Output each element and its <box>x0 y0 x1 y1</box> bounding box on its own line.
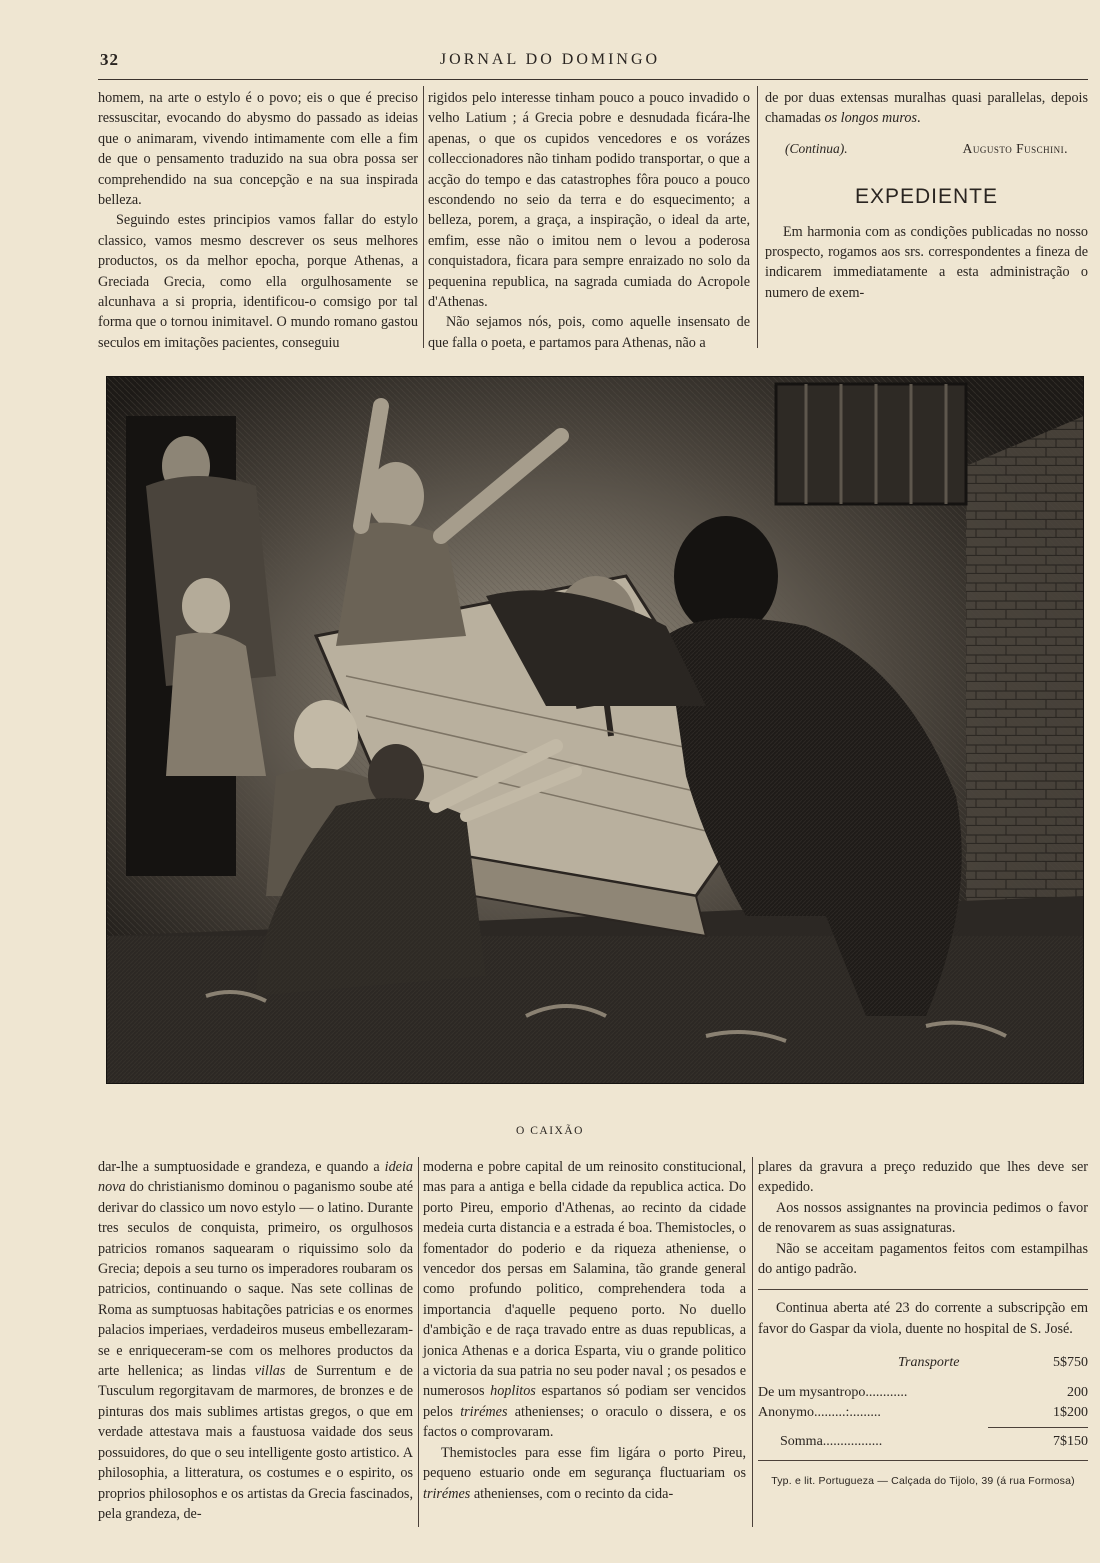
ledger-value: 1$200 <box>1053 1405 1088 1421</box>
paragraph <box>423 1443 746 1504</box>
paragraph: Seguindo estes principios vamos fallar do estylo classico, vamos mesmo descrever os seus melhores productos, os da melhor epocha, porque Athenas, a Greciada Grecia, como ella orgulhosamente se alcunhava a si propria, identificou-o comsigo por tal forma que o tornou inimitavel. O mundo romano gastou seculos em imitações pacientes, conseguiu <box>98 212 418 351</box>
bottom-column-2 <box>423 1157 746 1504</box>
ledger-value: 200 <box>1067 1385 1088 1401</box>
text: . <box>916 110 921 127</box>
engraving-illustration <box>106 376 1084 1084</box>
column-divider <box>757 86 758 348</box>
page-number: 32 <box>100 50 119 69</box>
bottom-column-3 <box>758 1157 1088 1492</box>
bottom-column-1 <box>98 1157 413 1524</box>
paragraph: Não sejamos nós, pois, como aquelle insensato de que falla o poeta, e partamos para Athenas, não a <box>428 314 750 351</box>
text: de Surrentum e de Tusculum regorgitavam de marmores, de bronzes e de pinturas dos mais sublimes artistas gregos, o que em verdade attestava mais a faustuosa vaidade dos seus possuidores, do que o seu intelligente gosto artistico. A philosophia, a litteratura, os costumes e o espirito, os proprios philosophos e os artistas da Grecia fascinados, pela grandeza, de- <box>98 1363 413 1522</box>
top-column-1 <box>98 88 418 353</box>
text: de por duas extensas muralhas quasi parallelas, depois chamadas <box>765 90 1088 127</box>
top-column-3 <box>765 88 1088 303</box>
italic-text: villas <box>254 1363 286 1380</box>
column-divider <box>423 86 424 348</box>
text: Themistocles para esse fim ligára o porto Pireu, pequeno estuario onde em segurança fluctuariam os <box>423 1444 746 1482</box>
separator <box>758 1460 1088 1461</box>
ledger-label: De um mysantropo............ <box>758 1385 908 1401</box>
signature-line <box>765 139 1088 159</box>
author-signature: Augusto Fuschini. <box>962 140 1068 156</box>
printer-imprint: Typ. e lit. Portugueza — Calçada do Tijolo, 39 (á rua Formosa) <box>771 1475 1075 1488</box>
paragraph <box>98 1157 413 1524</box>
column-divider <box>752 1157 753 1527</box>
separator <box>758 1289 1088 1290</box>
ledger-rule <box>988 1427 1088 1428</box>
paragraph: Continua aberta até 23 do corrente a subscripção em favor do Gaspar da viola, duente no hospital de S. José. <box>758 1300 1088 1337</box>
ledger-label: Transporte <box>898 1355 960 1371</box>
section-title: EXPEDIENTE <box>854 185 999 209</box>
ledger-row <box>758 1403 1088 1423</box>
illustration-caption: O CAIXÃO <box>516 1125 584 1137</box>
text: athenienses, com o recinto da cida- <box>470 1485 674 1502</box>
paragraph: Em harmonia com as condições publicadas no nosso prospecto, rogamos aos srs. correspondentes a fineza de indicarem immediatamente a esta administração o numero de exem- <box>765 223 1088 301</box>
italic-text: os longos muros <box>824 110 917 127</box>
text: moderna e pobre capital de um reinosito constitucional, mas para a antiga e bella cidade da republica actica. Do porto Pireu, emporio d'Athenas, ao recinto da cidade medeia curta distancia e a estrada é boa. Themistocles, o fomentador do poderio e da riqueza atheniense, o vencedor dos persas em Salamina, tão grande general como profundo politico, comprehendera toda a importancia d'aquelle pequeno porto. No duello d'ambição e de raça travado entre as duas republicas, a jonica Athenas e a dorica Esparta, viu o grande politico a victoria da sua patria no seu poder naval ; os pesados e numerosos <box>423 1159 746 1400</box>
text: dar-lhe a sumptuosidade e grandeza, e quando a <box>98 1159 385 1175</box>
ledger-total-row <box>758 1432 1088 1452</box>
paragraph: rigidos pelo interesse tinham pouco a pouco invadido o velho Latium ; á Grecia pobre e desnudada ficára-lhe apenas, o que os cupidos vencedores e os vorázes colleccionadores não tinham podido transportar, o que a acção do tempo e das catastrophes fôra pouco a pouco escondendo no seio da terra e do esquecimento; a belleza, porem, a graça, a inspiração, o ideal da arte, emfim, esse não o imitou nem o levou a poderosa conquistadora, ficara para sempre enraizado no solo da pequenina republica, na sagrada cumiada do Acropole d'Athenas. <box>428 90 750 311</box>
ledger-label: Somma................. <box>780 1434 883 1450</box>
continua-note: (Continua). <box>785 140 848 156</box>
italic-text: hoplitos <box>490 1383 536 1400</box>
italic-text: ideia nova <box>98 1159 413 1196</box>
paragraph: Não se acceitam pagamentos feitos com estampilhas do antigo padrão. <box>758 1240 1088 1278</box>
ledger-row <box>758 1383 1088 1403</box>
top-column-2 <box>428 88 750 353</box>
text: espartanos só podiam ser vencidos pelos <box>423 1383 746 1420</box>
italic-text: trirémes <box>423 1485 471 1502</box>
column-divider <box>418 1157 419 1527</box>
running-title: JORNAL DO DOMINGO <box>439 51 661 68</box>
text: do christianismo dominou o paganismo soube até derivar do classico um novo estylo — o latino. Durante tres seculos de conquista, primeiro, os orgulhosos patricios romanos saquearam o riquissimo solo da Grecia; depois a seu turno os imperadores roubaram os patricios, continuando o saque. Nas sete collinas de Roma as sumptuosas habitações patricias e os enormes palacios imperiaes, verdadeiros museus embellezaram-se e enriqueceram-se com os melhores productos da arte hellenica; as lindas <box>98 1179 413 1380</box>
ledger-value: 7$150 <box>1053 1434 1088 1450</box>
ledger-transport-row <box>758 1353 1088 1373</box>
ledger-label: Anonymo.........:......... <box>758 1405 881 1421</box>
paragraph <box>765 88 1088 129</box>
paragraph: plares da gravura a preço reduzido que lhes deve ser expedido. <box>758 1159 1088 1196</box>
engraving-scene <box>106 376 1084 1084</box>
paragraph: Aos nossos assignantes na provincia pedimos o favor de renovarem as suas assignaturas. <box>758 1199 1088 1237</box>
text: athenienses; o oraculo o dissera, e os factos o comprovaram. <box>423 1403 746 1441</box>
header-rule <box>98 79 1088 80</box>
ledger-value: 5$750 <box>1053 1355 1088 1371</box>
paragraph <box>423 1157 746 1443</box>
subscription-ledger <box>758 1353 1088 1452</box>
italic-text: trirémes <box>460 1403 508 1420</box>
paragraph: homem, na arte o estylo é o povo; eis o que é preciso ressuscitar, evocando do abysmo do passado as ideias que o animaram, vivendo intimamente com elle a fim de que o pensamento traduzido na sua obra possa ser comprehendido na sua concepção e na sua inspirada belleza. <box>98 90 418 209</box>
